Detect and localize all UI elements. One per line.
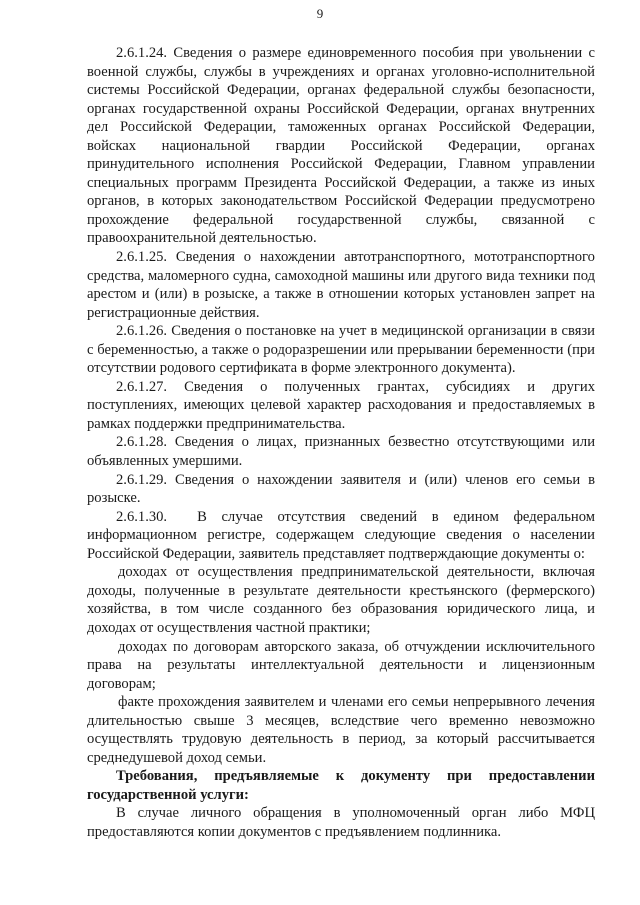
clause-number: 2.6.1.26.	[116, 323, 168, 340]
paragraph-2-6-1-25	[87, 248, 595, 322]
clause-number: 2.6.1.27.	[116, 378, 168, 395]
list-item-treatment: факте прохождения заявителем и членами его семьи непрерывного лечения длительностью свыше 3 месяцев, вследствие чего временно невозможно осуществлять трудовую деятельность в период, за который рассчитывается среднедушевой доход семьи.	[87, 694, 595, 766]
paragraph-2-6-1-30	[87, 508, 595, 564]
page-number: 9	[316, 6, 324, 21]
paragraph-2-6-1-26	[87, 322, 595, 378]
clause-text: Сведения о постановке на учет в медицинской организации в связи с беременностью, а также о родоразрешении или прерывании беременности (при отсутствии родового сертификата в форме электронного документа).	[87, 323, 595, 377]
clause-text: В случае отсутствия сведений в едином федеральном информационном регистре, содержащем следующие сведения о населении Российской Федерации, заявитель представляет подтверждающие документы о:	[87, 508, 595, 562]
paragraph-2-6-1-24	[87, 44, 595, 248]
clause-text: Сведения о лицах, признанных безвестно отсутствующими или объявленных умершими.	[87, 434, 596, 470]
paragraph-2-6-1-27	[87, 378, 595, 434]
paragraph-2-6-1-28	[87, 433, 595, 470]
list-item-author-contracts: доходах по договорам авторского заказа, об отчуждении исключительного права на результаты интеллектуальной деятельности и лицензионным договорам;	[87, 638, 595, 692]
paragraph-personal-appeal: В случае личного обращения в уполномоченный орган либо МФЦ предоставляются копии документов с предъявлением подлинника.	[87, 805, 595, 840]
section-heading: Требования, предъявляемые к документу при предоставлении государственной услуги:	[87, 768, 595, 803]
clause-number: 2.6.1.29.	[116, 471, 168, 488]
clause-number: 2.6.1.28.	[116, 434, 168, 451]
clause-number: 2.6.1.25.	[116, 249, 168, 266]
clause-text: Сведения о полученных грантах, субсидиях и других поступлениях, имеющих целевой характер расходования и предоставляемых в рамках поддержки предпринимательства.	[87, 378, 596, 432]
document-body	[87, 44, 595, 842]
clause-text: Сведения о нахождении автотранспортного, мототранспортного средства, маломерного судна, самоходной машины или другого вида техники под арестом и (или) в розыске, а также в отношении которых установлен запрет на регистрационные действия.	[87, 249, 595, 321]
clause-text: Сведения о нахождении заявителя и (или) членов его семьи в розыске.	[87, 471, 595, 507]
paragraph-2-6-1-29	[87, 471, 595, 508]
clause-number: 2.6.1.30.	[116, 508, 168, 525]
clause-number: 2.6.1.24.	[116, 45, 168, 61]
clause-text: Сведения о размере единовременного пособия при увольнении с военной службы, службы в учреждениях и органах уголовно-исполнительной системы Российской Федерации, органах федеральной службы безопасности, органах государственной охраны Российской Федерации, органах внутренних дел Российской Федерации, таможенных органах Российской Федерации, войсках национальной гвардии Российской Федерации, органах принудительного исполнения Российской Федерации, Главном управлении специальных программ Президента Российской Федерации, а также из иных органов, в которых законодательством Российской Федерации предусмотрено прохождение федеральной государственной службы, связанной с правоохранительной деятельностью.	[87, 45, 595, 247]
list-item-business-income: доходах от осуществления предпринимательской деятельности, включая доходы, полученные в результате деятельности крестьянского (фермерского) хозяйства, в том числе созданного без образования юридического лица, и доходах от осуществления частной практики;	[87, 564, 595, 636]
